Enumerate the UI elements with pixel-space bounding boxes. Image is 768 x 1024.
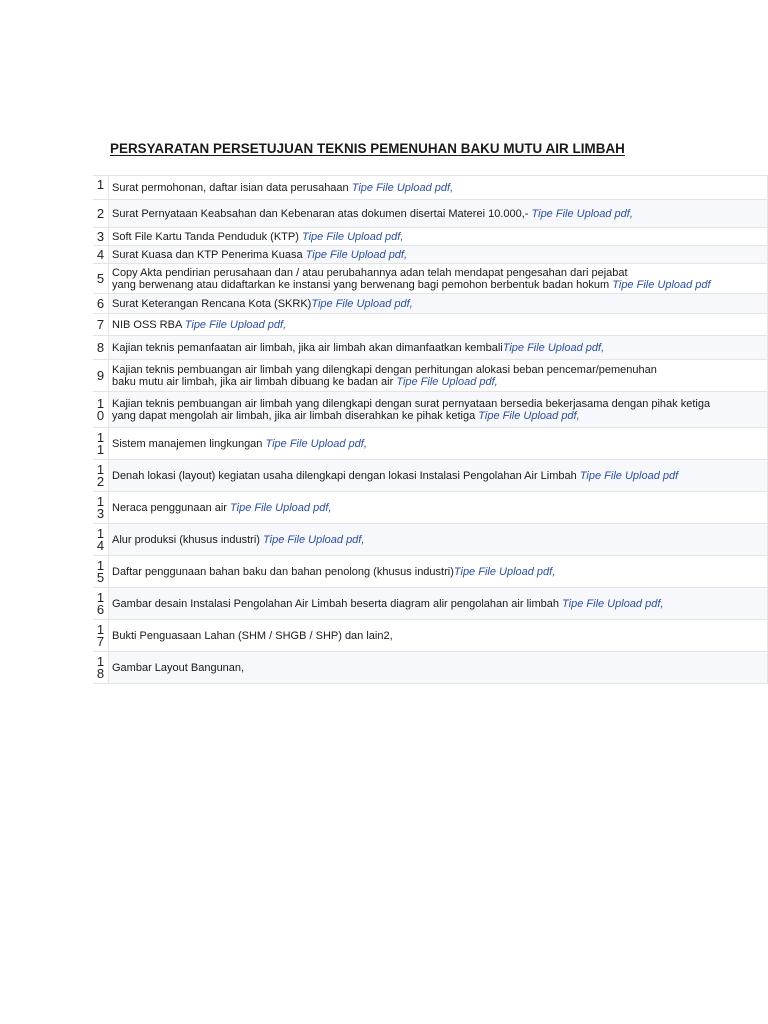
row-number-digits: 17	[96, 621, 105, 649]
table-row	[93, 228, 768, 246]
row-description	[109, 460, 768, 492]
upload-type-note: Tipe File Upload pdf,	[230, 501, 332, 514]
row-text: Kajian teknis pemanfaatan air limbah, jika air limbah akan dimanfaatkan kembali	[112, 341, 503, 354]
upload-type-note: Tipe File Upload pdf	[579, 469, 679, 482]
table-row	[93, 246, 768, 264]
row-text: Surat Kuasa dan KTP Penerima Kuasa	[112, 248, 306, 261]
row-text: Surat Pernyataan Keabsahan dan Kebenaran atas dokumen disertai Materei 10.000,-	[112, 207, 532, 220]
row-number	[93, 620, 109, 652]
row-text-line1: Kajian teknis pembuangan air limbah yang dilengkapi dengan perhitungan alokasi beban pencemar/pemenuhan	[112, 363, 657, 376]
row-text-line1: Kajian teknis pembuangan air limbah yang dilengkapi dengan surat pernyataan bersedia bekerjasama dengan pihak ketiga	[112, 397, 711, 410]
row-text: Surat permohonan, daftar isian data perusahaan	[112, 181, 352, 194]
row-number-digits: 14	[96, 525, 105, 553]
row-text: Neraca penggunaan air	[112, 501, 231, 514]
row-number-digits: 16	[96, 589, 105, 617]
upload-type-note: Tipe File Upload pdf,	[531, 207, 633, 220]
table-row	[93, 314, 768, 336]
row-text: Surat Keterangan Rencana Kota (SKRK)	[112, 297, 312, 310]
row-description	[109, 228, 768, 246]
row-description	[109, 294, 768, 314]
row-number-digits: 15	[96, 557, 105, 585]
row-number: 8	[93, 336, 109, 360]
row-description	[109, 176, 768, 200]
row-text: Sistem manajemen lingkungan	[112, 437, 266, 450]
row-text: yang dapat mengolah air limbah, jika air limbah diserahkan ke pihak ketiga	[112, 409, 479, 422]
row-description	[109, 492, 768, 524]
row-description	[109, 588, 768, 620]
row-number	[93, 392, 109, 428]
table-row	[93, 176, 768, 200]
row-number: 2	[93, 200, 109, 228]
row-number	[93, 652, 109, 684]
table-row	[93, 556, 768, 588]
row-number	[93, 588, 109, 620]
table-row	[93, 620, 768, 652]
row-number	[93, 556, 109, 588]
upload-type-note: Tipe File Upload pdf,	[184, 318, 287, 331]
table-row	[93, 492, 768, 524]
row-number: 6	[93, 294, 109, 314]
row-number: 9	[93, 360, 109, 392]
row-text: Gambar desain Instalasi Pengolahan Air Limbah beserta diagram alir pengolahan air limbah	[112, 597, 563, 610]
upload-type-note: Tipe File Upload pdf,	[301, 230, 404, 243]
row-number: 3	[93, 228, 109, 246]
row-description	[109, 524, 768, 556]
table-row	[93, 652, 768, 684]
table-row	[93, 264, 768, 294]
row-text: Gambar Layout Bangunan,	[112, 661, 245, 674]
upload-type-note: Tipe File Upload pdf,	[478, 409, 580, 422]
row-description	[109, 336, 768, 360]
row-description	[109, 360, 768, 392]
row-description	[109, 200, 768, 228]
row-number: 7	[93, 314, 109, 336]
row-text: Bukti Penguasaan Lahan (SHM / SHGB / SHP) dan lain2,	[112, 629, 393, 642]
upload-type-note: Tipe File Upload pdf,	[263, 533, 365, 546]
row-number	[93, 428, 109, 460]
row-text: baku mutu air limbah, jika air limbah dibuang ke badan air	[112, 375, 397, 388]
row-description	[109, 620, 768, 652]
row-text: Soft File Kartu Tanda Penduduk (KTP)	[112, 230, 302, 243]
row-text-line1: Copy Akta pendirian perusahaan dan / atau perubahannya adan telah mendapat pengesahan dari pejabat	[112, 266, 628, 279]
row-number-digits: 12	[96, 461, 105, 489]
table-row	[93, 360, 768, 392]
table-row	[93, 294, 768, 314]
row-number-digits: 18	[96, 653, 105, 681]
table-row	[93, 428, 768, 460]
page-title: PERSYARATAN PERSETUJUAN TEKNIS PEMENUHAN BAKU MUTU AIR LIMBAH	[110, 141, 625, 156]
row-text: Alur produksi (khusus industri)	[112, 533, 264, 546]
row-number	[93, 524, 109, 556]
row-description	[109, 652, 768, 684]
row-description	[109, 246, 768, 264]
table-row	[93, 460, 768, 492]
requirements-table	[93, 175, 768, 684]
row-description	[109, 314, 768, 336]
row-text: Daftar penggunaan bahan baku dan bahan penolong (khusus industri)	[112, 565, 454, 578]
row-description	[109, 392, 768, 428]
row-description	[109, 264, 768, 294]
upload-type-note: Tipe File Upload pdf,	[265, 437, 367, 450]
upload-type-note: Tipe File Upload pdf,	[396, 375, 498, 388]
upload-type-note: Tipe File Upload pdf,	[351, 181, 454, 194]
table-row	[93, 524, 768, 556]
upload-type-note: Tipe File Upload pdf,	[562, 597, 664, 610]
table-row	[93, 392, 768, 428]
row-number-digits: 13	[96, 493, 105, 521]
upload-type-note: Tipe File Upload pdf,	[311, 297, 413, 310]
row-number-digits: 10	[96, 395, 105, 423]
table-row	[93, 588, 768, 620]
upload-type-note: Tipe File Upload pdf,	[453, 565, 556, 578]
table-row	[93, 200, 768, 228]
row-description	[109, 556, 768, 588]
table-row	[93, 336, 768, 360]
row-number: 1	[93, 176, 109, 200]
upload-type-note: Tipe File Upload pdf,	[305, 248, 408, 261]
row-text: NIB OSS RBA	[112, 318, 185, 331]
row-number	[93, 460, 109, 492]
row-number: 5	[93, 264, 109, 294]
upload-type-note: Tipe File Upload pdf,	[502, 341, 605, 354]
row-description	[109, 428, 768, 460]
row-text: Denah lokasi (layout) kegiatan usaha dilengkapi dengan lokasi Instalasi Pengolahan Air Limbah	[112, 469, 580, 482]
row-number: 4	[93, 246, 109, 264]
row-text: yang berwenang atau didaftarkan ke instansi yang berwenang bagi pemohon berbentuk badan hokum	[112, 278, 613, 291]
row-number	[93, 492, 109, 524]
upload-type-note: Tipe File Upload pdf	[612, 278, 711, 291]
row-number-digits: 11	[96, 429, 105, 457]
